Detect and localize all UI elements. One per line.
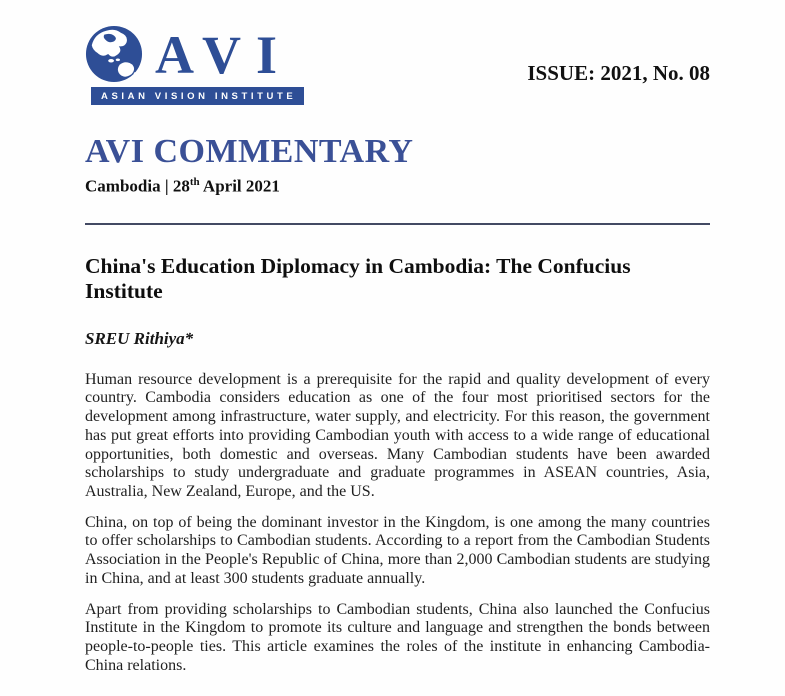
paragraph-2: China, on top of being the dominant investor in the Kingdom, is one among the many countries to offer scholarships to Cambodian students. According to a report from the Cambodian Students Association in the People's Republic of China, more than 2,000 Cambodian students are studying in China, and at least 300 students graduate annually. — [85, 513, 710, 587]
dateline-ordinal-suffix: th — [189, 176, 200, 189]
dateline-prefix: Cambodia | 28 — [85, 177, 190, 197]
header-divider — [85, 223, 710, 225]
paragraph-3: Apart from providing scholarships to Cambodian students, China also launched the Confucius Institute in the Kingdom to promote its culture and language and strengthen the bonds between people-to-people ties. This article examines the roles of the institute in enhancing Cambodia-China relations. — [85, 600, 710, 674]
paragraph-1: Human resource development is a prerequisite for the rapid and quality development of every country. Cambodia considers education as one of the four most prioritised sectors for the development among infrastructure, water supply, and electricity. For this reason, the government has put great efforts into providing Cambodian youth with access to a wide range of educational opportunities, both domestic and overseas. Many Cambodian students have been awarded scholarships to study undergraduate and graduate programmes in ASEAN countries, Asia, Australia, New Zealand, Europe, and the US. — [85, 370, 710, 500]
globe-asia-pacific-icon — [85, 25, 143, 83]
dateline-suffix: April 2021 — [199, 177, 280, 197]
document-header — [85, 25, 710, 105]
commentary-title: AVI COMMENTARY — [85, 133, 414, 170]
author-byline: SREU Rithiya* — [85, 328, 194, 348]
avi-logo-row — [85, 25, 304, 83]
logo-banner: ASIAN VISION INSTITUTE — [91, 87, 304, 105]
avi-logo — [85, 25, 304, 105]
issue-label: ISSUE: 2021, No. 08 — [527, 61, 710, 85]
dateline — [85, 176, 710, 197]
logo-acronym: AVI — [155, 25, 293, 85]
article-title: China's Education Diplomacy in Cambodia: The Confucius Institute — [85, 254, 631, 304]
